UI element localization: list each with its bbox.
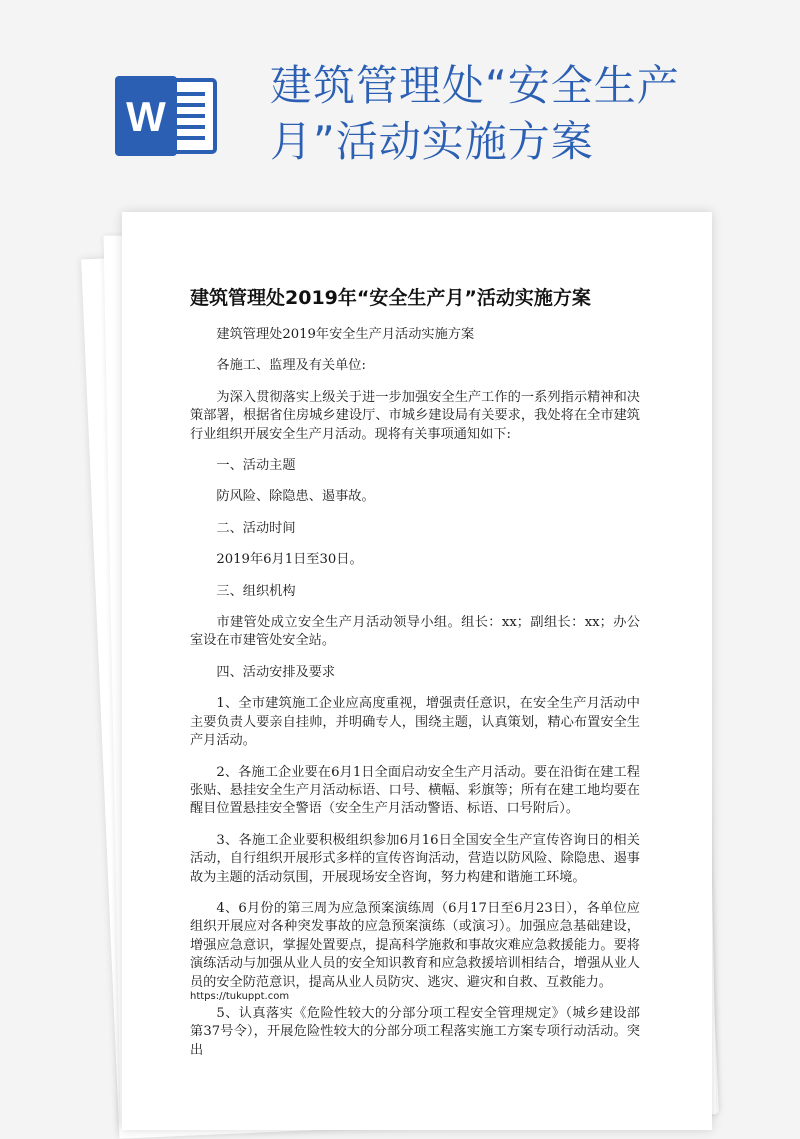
paragraph: 1、全市建筑施工企业应高度重视，增强责任意识，在安全生产月活动中主要负责人要亲自挂帅，并明确专人，围绕主题，认真策划，精心布置安全生产月活动。 — [190, 696, 640, 749]
paragraph: 5、认真落实《危险性较大的分部分项工程安全管理规定》（城乡建设部第37号令），开展危险性较大的分部分项工程落实施工方案专项行动活动。突出 — [190, 1005, 640, 1058]
paragraph: 3、各施工企业要积极组织参加6月16日全国安全生产宣传咨询日的相关活动，自行组织开展形式多样的宣传咨询活动，营造以防风险、除隐患、遏事故为主题的活动氛围，开展现场安全咨询，努力构建和谐施工环境。 — [190, 832, 640, 885]
document-subtitle: 建筑管理处2019年安全生产月活动实施方案 — [216, 327, 475, 342]
section-heading: 三、组织机构 — [216, 583, 296, 599]
section-heading: 一、活动主题 — [216, 458, 296, 474]
paragraph: 2、各施工企业要在6月1日全面启动安全生产月活动。要在沿街在建工程张贴、悬挂安全生产月活动标语、口号、横幅、彩旗等；所有在建工地均要在醒目位置悬挂安全警语（安全生产月活动警语、标语、口号附后）。 — [190, 764, 640, 817]
banner-title: 建筑管理处“安全生产月”活动实施方案 — [270, 61, 680, 166]
paragraph: 防风险、除隐患、遏事故。 — [216, 489, 375, 505]
svg-text:W: W — [126, 93, 166, 140]
intro-paragraph: 为深入贯彻落实上级关于进一步加强安全生产工作的一系列指示精神和决策部署，根据省住房城乡建设厅、市城乡建设局有关要求，我处将在全市建筑行业组织开展安全生产月活动。现将有关事项通知如下: — [190, 389, 640, 442]
document-body — [190, 326, 640, 1073]
footer-url: https://tukuppt.com — [190, 991, 290, 1002]
paragraph: 4、6月份的第三周为应急预案演练周（6月17日至6月23日），各单位应组织开展应对各种突发事故的应急预案演练（或演习）。加强应急基础建设，增强应急意识，掌握处置要点，提高科学施救和事故灾难应急救援能力。要将演练活动与加强从业人员的安全知识教育和应急救援培训相结合，增强从业人员的安全防范意识，提高从业人员防灾、逃灾、避灾和自救、互救能力。 — [190, 900, 640, 990]
word-document-icon — [113, 76, 217, 156]
paragraph: 市建管处成立安全生产月活动领导小组。组长：xx；副组长：xx；办公室设在市建管处安全站。 — [190, 615, 640, 649]
section-heading: 二、活动时间 — [216, 520, 296, 536]
document-title: 建筑管理处2019年“安全生产月”活动实施方案 — [190, 287, 591, 309]
paragraph: 2019年6月1日至30日。 — [216, 552, 363, 568]
addressee: 各施工、监理及有关单位: — [216, 358, 366, 374]
section-heading: 四、活动安排及要求 — [216, 664, 336, 680]
header-banner — [0, 0, 800, 200]
